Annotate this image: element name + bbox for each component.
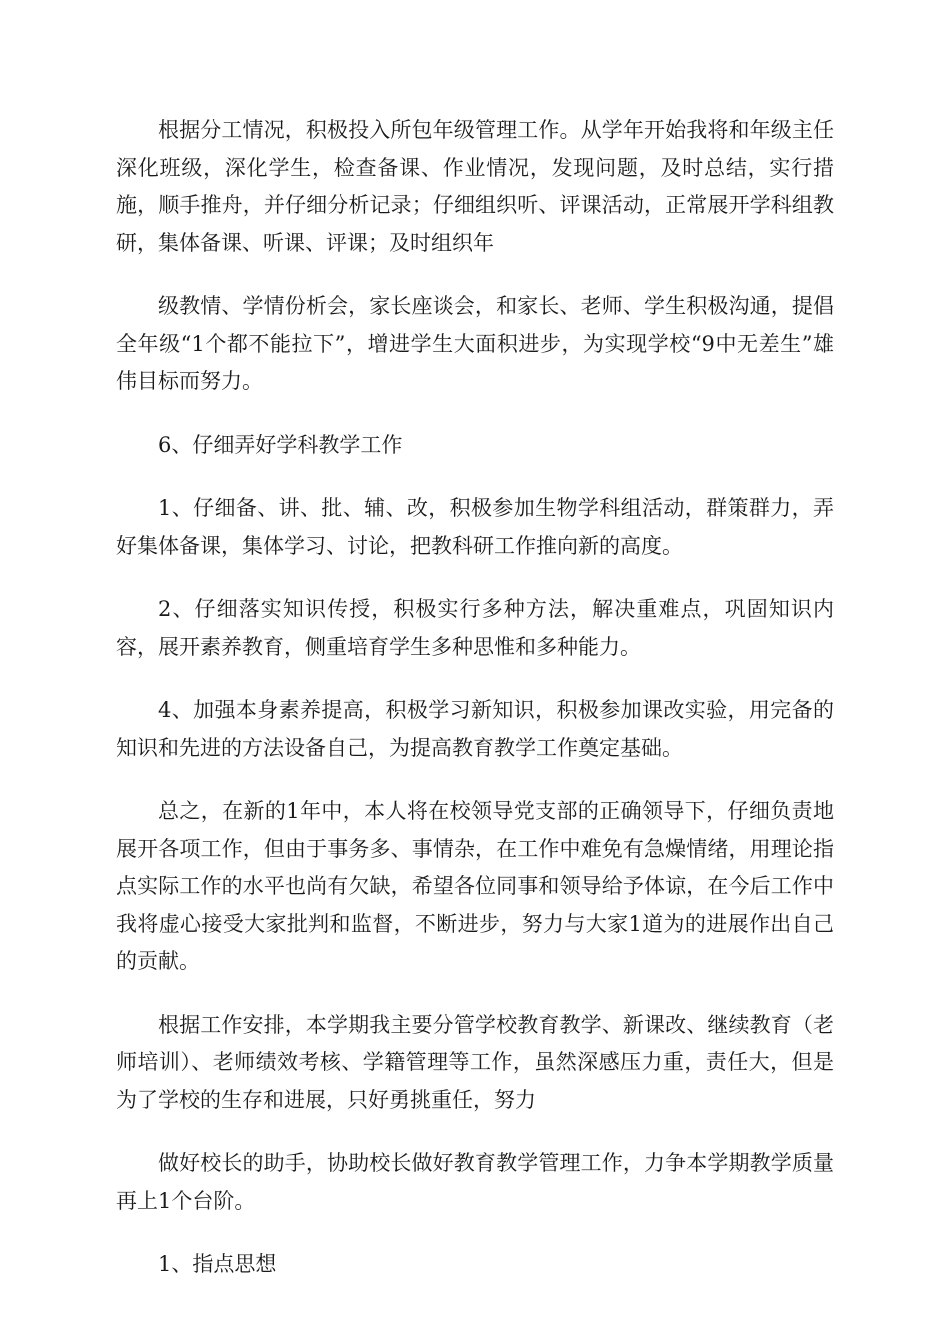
paragraph-heading-guiding-thought: 1、指点思想 xyxy=(158,1252,277,1276)
paragraph-work-arrangement: 根据工作安排，本学期我主要分管学校教育教学、新课改、继续教育（老师培训）、老师绩效考核、学籍管理等工作，虽然深感压力重，责任大，但是为了学校的生存和进展，只好勇挑重任，努力 xyxy=(116,1012,834,1112)
paragraph-heading-subject-teaching: 6、仔细弄好学科教学工作 xyxy=(158,432,403,457)
paragraph-grade-management: 根据分工情况，积极投入所包年级管理工作。从学年开始我将和年级主任深化班级，深化学生，检查备课、作业情况，发现问题，及时总结，实行措施，顺手推舟，并仔细分析记录；仔细组织听、评课活动，正常展开学科组教研，集体备课、听课、评课；及时组织年 xyxy=(116,118,834,255)
paragraph-grade-analysis-meeting: 级教情、学情份析会，家长座谈会，和家长、老师、学生积极沟通，提倡全年级“1个都不能拉下”，增进学生大面积进步，为实现学校“9中无差生”雄伟目标而努力。 xyxy=(116,294,834,393)
document-body xyxy=(116,112,834,1310)
paragraph-summary: 总之，在新的1年中，本人将在校领导党支部的正确领导下，仔细负责地展开各项工作，但由于事务多、事情杂，在工作中难免有急燥情绪，用理论指点实际工作的水平也尚有欠缺，希望各位同事和领导给予体谅，在今后工作中我将虚心接受大家批判和监督，不断进步，努力与大家1道为的进展作出自己的贡献。 xyxy=(116,799,834,973)
paragraph-assist-principal: 做好校长的助手，协助校长做好教育教学管理工作，力争本学期教学质量再上1个台阶。 xyxy=(116,1151,834,1213)
paragraph-item-4: 4、加强本身素养提高，积极学习新知识，积极参加课改实验，用完备的知识和先进的方法设备自己，为提高教育教学工作奠定基础。 xyxy=(116,698,834,760)
paragraph-item-2: 2、仔细落实知识传授，积极实行多种方法，解决重难点，巩固知识内容，展开素养教育，侧重培育学生多种思惟和多种能力。 xyxy=(116,597,834,659)
paragraph-item-1: 1、仔细备、讲、批、辅、改，积极参加生物学科组活动，群策群力，弄好集体备课，集体学习、讨论，把教科研工作推向新的高度。 xyxy=(116,496,834,558)
